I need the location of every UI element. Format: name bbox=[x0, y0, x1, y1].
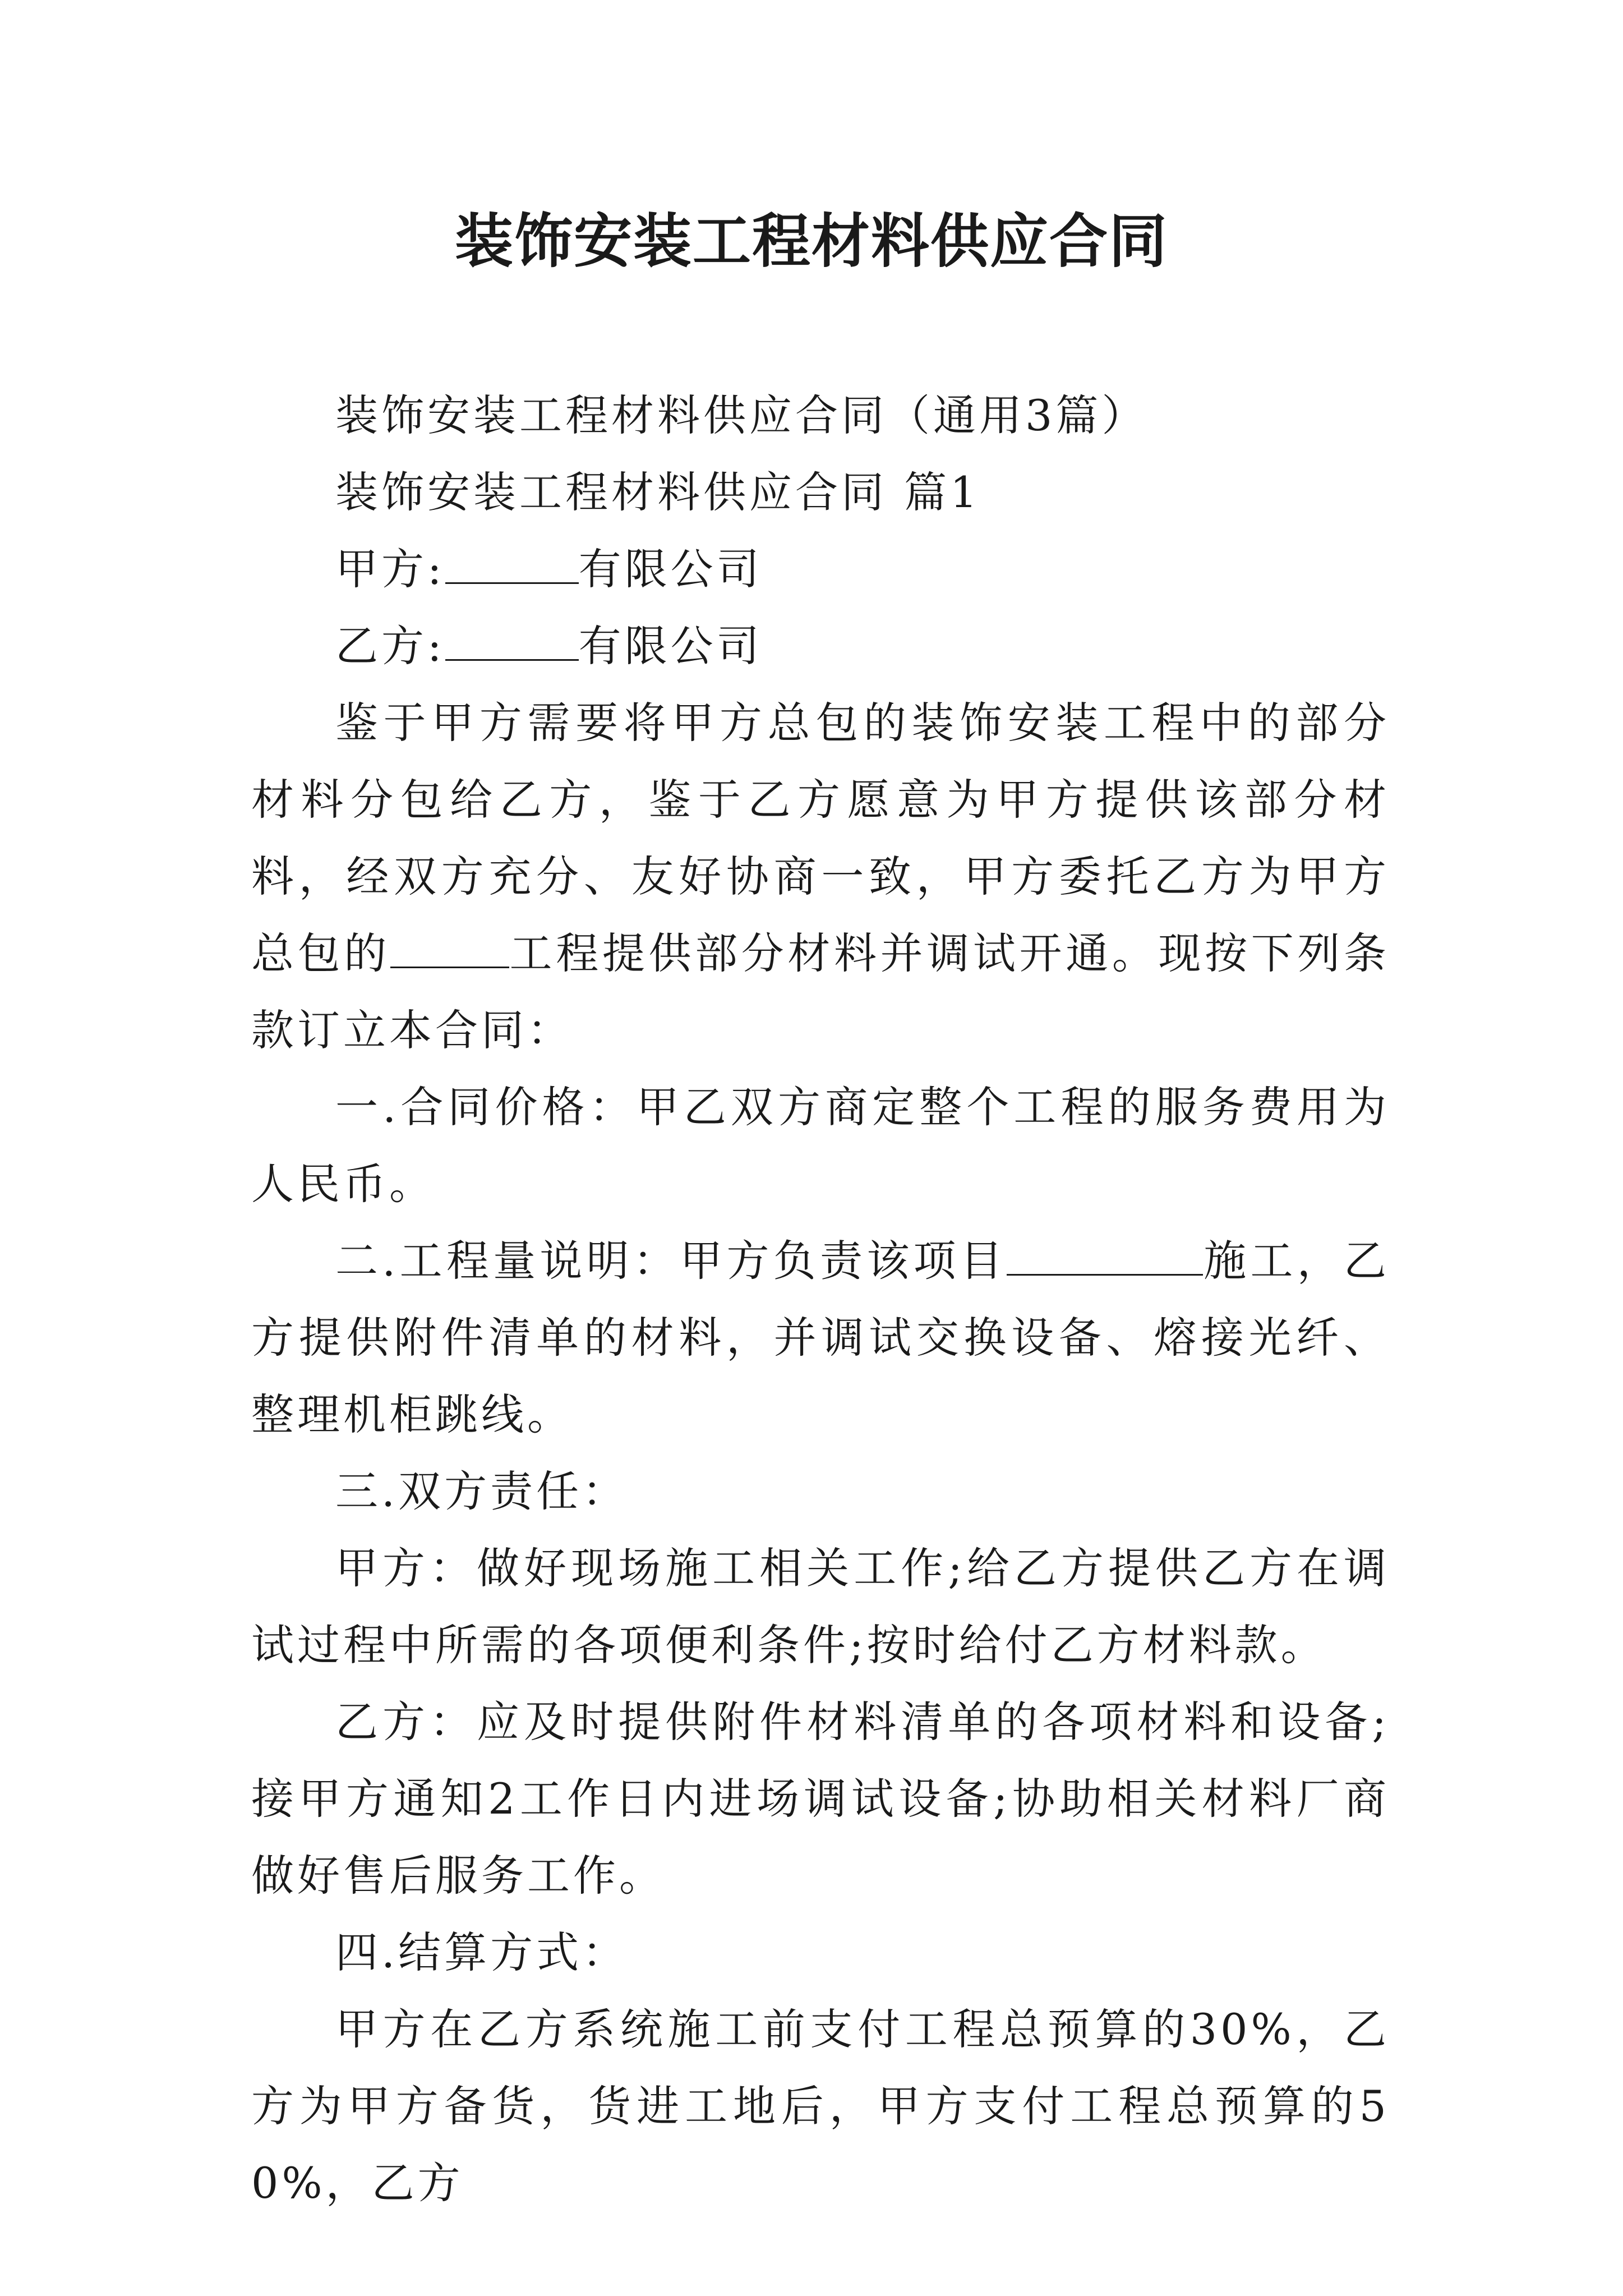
clause-2-text-1: 二.工程量说明：甲方负责该项目 bbox=[335, 1236, 1007, 1286]
clause-3-heading: 三.双方责任： bbox=[335, 1466, 629, 1516]
document-title: 装饰安装工程材料供应合同 bbox=[454, 207, 1168, 275]
section-heading: 装饰安装工程材料供应合同 篇1 bbox=[335, 467, 981, 517]
preamble-paragraph bbox=[251, 684, 1390, 1069]
party-b-line bbox=[251, 608, 1390, 684]
party-a-label: 甲方: bbox=[335, 544, 445, 594]
project-name-blank bbox=[390, 961, 509, 968]
clause-4-text: 甲方在乙方系统施工前支付工程总预算的30%，乙方为甲方备货，货进工地后，甲方支付工程总预算的50%，乙方 bbox=[251, 2004, 1390, 2208]
document-body bbox=[251, 377, 1390, 2221]
party-a-line bbox=[251, 531, 1390, 608]
preamble-text-1: 鉴于甲方需要将甲方总包的装饰安装工程中的部分材料分包给乙方，鉴于乙方愿意为甲方提供该部分材料，经双方充分、友好协商一致，甲方委托乙方为甲方总包的 bbox=[251, 698, 1390, 978]
party-a-blank bbox=[445, 577, 579, 584]
document-subtitle: 装饰安装工程材料供应合同（通用3篇） bbox=[335, 390, 1148, 440]
party-a-suffix: 有限公司 bbox=[578, 544, 763, 594]
clause-3-party-a: 甲方：做好现场施工相关工作;给乙方提供乙方在调试过程中所需的各项便利条件;按时给付乙方材料款。 bbox=[251, 1543, 1390, 1670]
clause-1: 一.合同价格：甲乙双方商定整个工程的服务费用为人民币。 bbox=[251, 1082, 1390, 1209]
clause-3-party-b: 乙方：应及时提供附件材料清单的各项材料和设备;接甲方通知2工作日内进场调试设备;协助相关材料厂商做好售后服务工作。 bbox=[251, 1697, 1390, 1901]
preamble-text-2: 工程提供部分材料并调试开通。现按下列条款订立本合同： bbox=[251, 928, 1390, 1055]
party-b-blank bbox=[445, 654, 579, 661]
project-scope-blank bbox=[1007, 1268, 1203, 1276]
clause-2-text-2: 施工，乙方提供附件清单的材料，并调试交换设备、熔接光纤、整理机柜跳线。 bbox=[251, 1236, 1390, 1439]
party-b-suffix: 有限公司 bbox=[578, 621, 763, 671]
clause-2 bbox=[251, 1222, 1390, 1453]
clause-4-heading: 四.结算方式： bbox=[335, 1927, 629, 1977]
party-b-label: 乙方: bbox=[335, 621, 445, 671]
